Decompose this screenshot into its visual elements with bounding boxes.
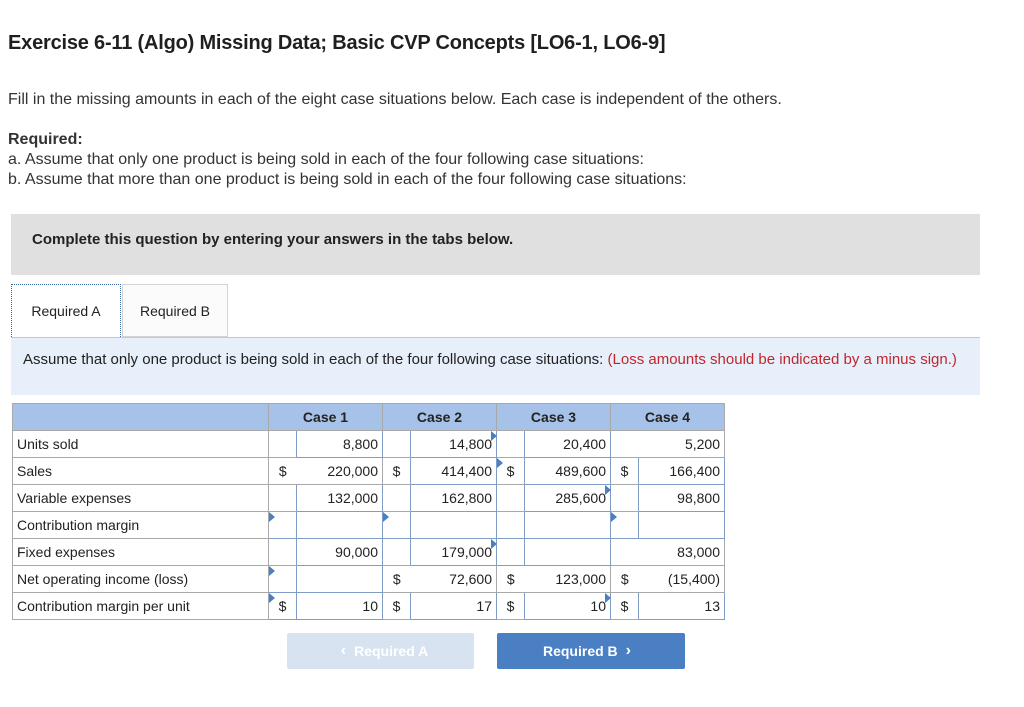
row-label: Contribution margin	[13, 512, 269, 539]
dollar-sign	[497, 485, 525, 512]
tab-required-b-label: Required B	[139, 302, 211, 319]
table-row	[13, 431, 725, 458]
cell-value: 5,200	[639, 431, 725, 458]
row-label: Fixed expenses	[13, 539, 269, 566]
dollar-sign	[269, 431, 297, 458]
tab-instruction	[11, 337, 980, 395]
cell-value: 220,000	[297, 458, 383, 485]
table-row	[13, 566, 725, 593]
row-label: Net operating income (loss)	[13, 566, 269, 593]
banner-text: Complete this question by entering your answers in the tabs below.	[32, 231, 514, 248]
table-corner	[13, 404, 269, 431]
dollar-sign: $	[383, 593, 411, 620]
cell-value: (15,400)	[639, 566, 725, 593]
dollar-sign	[269, 566, 297, 593]
dollar-sign	[611, 539, 639, 566]
cell-value[interactable]: 489,600	[525, 458, 611, 485]
dollar-sign: $	[611, 458, 639, 485]
cell-value[interactable]: 414,400	[411, 458, 497, 485]
dollar-sign: $	[611, 566, 639, 593]
cell-input[interactable]	[525, 539, 611, 566]
dollar-sign	[269, 512, 297, 539]
dollar-sign: $	[611, 593, 639, 620]
cell-value[interactable]: 8,800	[297, 431, 383, 458]
row-label: Units sold	[13, 431, 269, 458]
tab-required-a[interactable]	[11, 284, 121, 337]
instruction-text: Assume that only one product is being sold in each of the four following case situations:	[23, 351, 604, 368]
header-case-1: Case 1	[269, 404, 383, 431]
dollar-sign	[269, 485, 297, 512]
instructions-banner	[11, 214, 980, 275]
instruction-note: (Loss amounts should be indicated by a minus sign.)	[607, 351, 957, 368]
cell-value[interactable]: 285,600	[525, 485, 611, 512]
header-case-2: Case 2	[383, 404, 497, 431]
dollar-sign	[497, 512, 525, 539]
prev-button-label: Required A	[354, 643, 429, 659]
next-button-label: Required B	[542, 643, 618, 659]
table-row	[13, 512, 725, 539]
table-row	[13, 485, 725, 512]
cell-input[interactable]	[411, 512, 497, 539]
dollar-sign: $	[383, 458, 411, 485]
dollar-sign: $	[497, 593, 525, 620]
cell-value[interactable]: 14,800	[411, 431, 497, 458]
required-b-text: b. Assume that more than one product is being sold in each of the four following case situations:	[8, 171, 687, 188]
header-case-3: Case 3	[497, 404, 611, 431]
cell-value[interactable]: 13	[639, 593, 725, 620]
next-required-b-button[interactable]	[497, 633, 685, 669]
dollar-sign	[611, 431, 639, 458]
tab-required-b[interactable]	[122, 284, 228, 337]
dollar-sign: $	[497, 566, 525, 593]
cell-value[interactable]: 20,400	[525, 431, 611, 458]
dollar-sign: $	[497, 458, 525, 485]
dollar-sign	[611, 485, 639, 512]
dollar-sign: $	[383, 566, 411, 593]
cell-value[interactable]: 90,000	[297, 539, 383, 566]
page-title: Exercise 6-11 (Algo) Missing Data; Basic CVP Concepts [LO6-1, LO6-9]	[8, 32, 666, 54]
required-heading: Required:	[8, 131, 83, 148]
table-header-row	[13, 404, 725, 431]
cell-value[interactable]: 10	[297, 593, 383, 620]
dollar-sign	[383, 512, 411, 539]
table-row	[13, 593, 725, 620]
cvp-table	[12, 403, 725, 620]
chevron-left-icon: ‹	[340, 642, 347, 659]
dollar-sign	[383, 431, 411, 458]
table-row	[13, 458, 725, 485]
tab-required-a-label: Required A	[31, 303, 101, 319]
cell-value: 83,000	[639, 539, 725, 566]
dollar-sign	[383, 539, 411, 566]
dollar-sign	[611, 512, 639, 539]
cell-value: 72,600	[411, 566, 497, 593]
cell-value[interactable]: 17	[411, 593, 497, 620]
dollar-sign: $	[269, 458, 297, 485]
table-row	[13, 539, 725, 566]
cell-value[interactable]: 179,000	[411, 539, 497, 566]
required-a-text: a. Assume that only one product is being sold in each of the four following case situations:	[8, 151, 644, 168]
dollar-sign: $	[269, 593, 297, 620]
cell-value: 123,000	[525, 566, 611, 593]
dollar-sign	[383, 485, 411, 512]
row-label: Variable expenses	[13, 485, 269, 512]
header-case-4: Case 4	[611, 404, 725, 431]
cell-value[interactable]: 166,400	[639, 458, 725, 485]
cell-input[interactable]	[297, 512, 383, 539]
cell-value[interactable]: 162,800	[411, 485, 497, 512]
cell-input[interactable]	[297, 566, 383, 593]
row-label: Contribution margin per unit	[13, 593, 269, 620]
intro-text: Fill in the missing amounts in each of the eight case situations below. Each case is independent of the others.	[8, 91, 782, 108]
cell-value[interactable]: 98,800	[639, 485, 725, 512]
cell-value[interactable]: 132,000	[297, 485, 383, 512]
dollar-sign	[269, 539, 297, 566]
dollar-sign	[497, 539, 525, 566]
previous-required-a-button[interactable]	[287, 633, 474, 669]
cell-value[interactable]: 10	[525, 593, 611, 620]
dollar-sign	[497, 431, 525, 458]
chevron-right-icon: ›	[625, 642, 631, 659]
cell-input[interactable]	[639, 512, 725, 539]
row-label: Sales	[13, 458, 269, 485]
cell-input[interactable]	[525, 512, 611, 539]
